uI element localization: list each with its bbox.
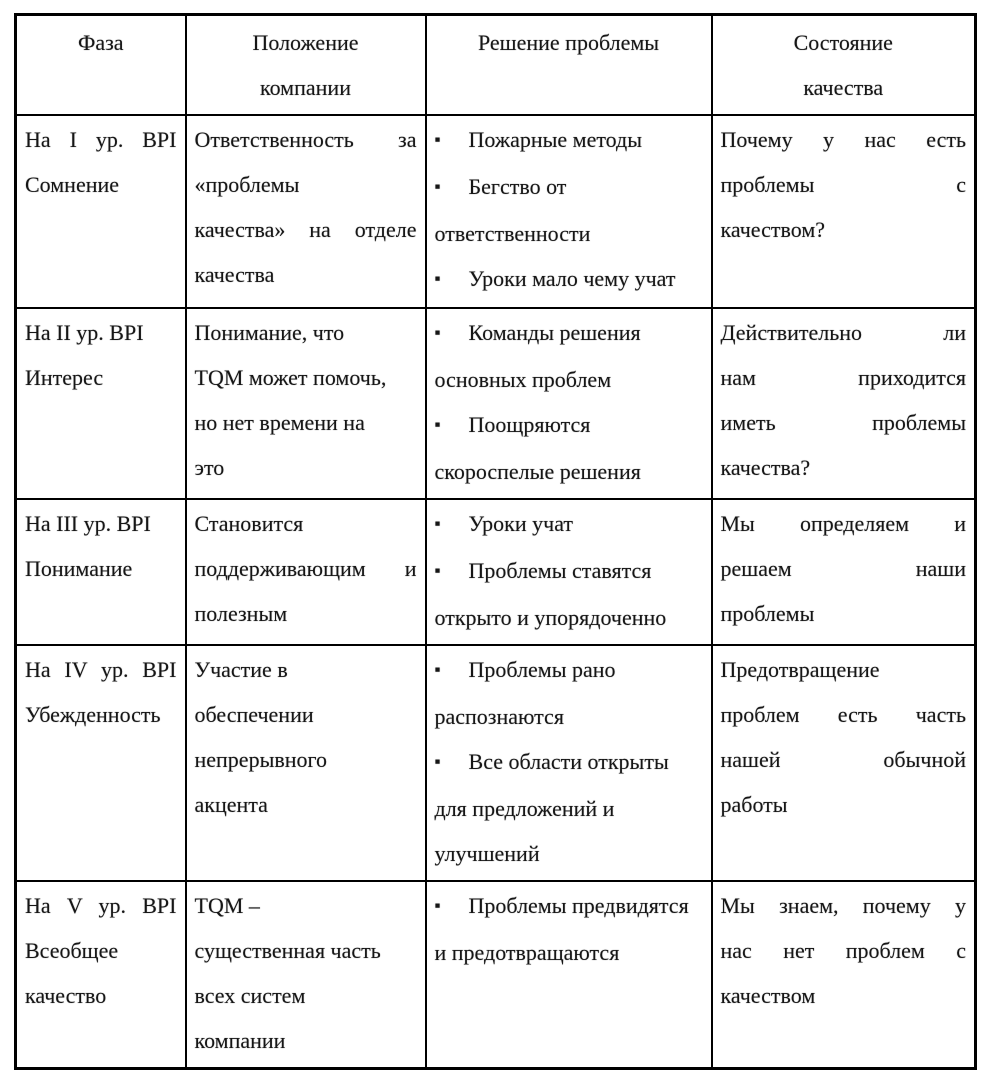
bullet-item: [435, 647, 703, 739]
text-line: иметь проблемы: [720, 410, 966, 435]
text-line: Убежденность: [25, 702, 161, 727]
text-line: Участие в: [194, 657, 288, 682]
text-line: качества?: [720, 455, 811, 480]
text-line: нас нет проблем с: [720, 938, 966, 963]
text-line: качества: [803, 75, 884, 100]
text-line: «проблемы: [194, 172, 300, 197]
bullet-item: [435, 739, 703, 876]
company-position-cell: [186, 115, 426, 308]
text-line: Состояние: [793, 30, 893, 55]
column-header-company-position: [186, 15, 426, 116]
text-line: компании: [260, 75, 351, 100]
phase-cell: [16, 115, 186, 308]
text-line: Мы определяем и: [720, 511, 966, 536]
text-line: открыто и упорядоченно: [434, 605, 667, 630]
text-line: Становится: [194, 511, 304, 536]
text-line: распознаются: [434, 704, 564, 729]
text-line: На I ур. BPI: [25, 127, 177, 152]
text-line: ▪ Проблемы предвидятся: [435, 883, 703, 930]
bullet-item: [435, 883, 703, 975]
text-line: ▪ Уроки мало чему учат: [435, 256, 703, 303]
text-line: и предотвращаются: [434, 940, 620, 965]
text-line: но нет времени на: [194, 410, 365, 435]
quality-state-cell: [712, 308, 976, 499]
company-position-cell: [186, 645, 426, 881]
text-line: проблемы: [720, 601, 815, 626]
text-line: ▪ Бегство от: [435, 164, 703, 211]
table-body: [16, 115, 976, 1069]
text-line: На II ур. BPI: [25, 320, 144, 345]
text-line: TQM –: [194, 893, 260, 918]
phase-cell: [16, 881, 186, 1069]
problem-solving-cell: [426, 881, 712, 1069]
text-line: скороспелые решения: [434, 459, 641, 484]
text-line: ▪ Пожарные методы: [435, 117, 703, 164]
text-line: На V ур. BPI: [25, 893, 177, 918]
text-line: существенная часть: [194, 938, 381, 963]
table-header: [16, 15, 976, 116]
company-position-cell: [186, 308, 426, 499]
bullet-item: [435, 501, 703, 548]
column-header-quality-state: [712, 15, 976, 116]
text-line: полезным: [194, 601, 288, 626]
phase-cell: [16, 645, 186, 881]
text-line: компании: [194, 1028, 286, 1053]
table-row: [16, 499, 976, 645]
text-line: нашей обычной: [720, 747, 966, 772]
text-line: Мы знаем, почему у: [720, 893, 966, 918]
text-line: нам приходится: [720, 365, 966, 390]
phase-cell: [16, 499, 186, 645]
text-line: качества» на отделе: [194, 217, 417, 242]
text-line: Положение: [252, 30, 359, 55]
text-line: основных проблем: [434, 367, 612, 392]
text-line: Ответственность за: [194, 127, 417, 152]
text-line: ▪ Уроки учат: [435, 501, 703, 548]
problem-solving-cell: [426, 499, 712, 645]
text-line: ▪ Проблемы ставятся: [435, 548, 703, 595]
text-line: ответственности: [434, 221, 591, 246]
text-line: Действительно ли: [720, 320, 966, 345]
bullet-item: [435, 164, 703, 256]
text-line: ▪ Проблемы рано: [435, 647, 703, 694]
text-line: работы: [720, 792, 788, 817]
text-line: Предотвращение: [720, 657, 880, 682]
text-line: качеством?: [720, 217, 825, 242]
phase-cell: [16, 308, 186, 499]
text-line: всех систем: [194, 983, 306, 1008]
column-header-problem-solving: [426, 15, 712, 116]
header-row: [16, 15, 976, 116]
text-line: для предложений и: [434, 796, 615, 821]
text-line: Решение проблемы: [477, 30, 660, 55]
text-line: Понимание, что: [194, 320, 345, 345]
text-line: ▪ Все области открыты: [435, 739, 703, 786]
text-line: качество: [25, 983, 107, 1008]
text-line: На IV ур. BPI: [25, 657, 177, 682]
text-line: TQM может помочь,: [194, 365, 387, 390]
text-line: Почему у нас есть: [720, 127, 966, 152]
text-line: ▪ Поощряются: [435, 402, 703, 449]
text-line: это: [194, 455, 225, 480]
bullet-item: [435, 548, 703, 640]
text-line: акцента: [194, 792, 268, 817]
text-line: непрерывного: [194, 747, 327, 772]
table-row: [16, 115, 976, 308]
problem-solving-cell: [426, 115, 712, 308]
text-line: Всеобщее: [25, 938, 119, 963]
quality-state-cell: [712, 115, 976, 308]
quality-state-cell: [712, 499, 976, 645]
text-line: решаем наши: [720, 556, 966, 581]
text-line: Сомнение: [25, 172, 120, 197]
problem-solving-cell: [426, 308, 712, 499]
quality-phases-table: [14, 13, 977, 1070]
company-position-cell: [186, 881, 426, 1069]
company-position-cell: [186, 499, 426, 645]
problem-solving-cell: [426, 645, 712, 881]
text-line: На III ур. BPI: [25, 511, 151, 536]
text-line: качества: [194, 262, 275, 287]
text-line: поддерживающим и: [194, 556, 417, 581]
text-line: качеством: [720, 983, 816, 1008]
bullet-item: [435, 310, 703, 402]
bullet-item: [435, 117, 703, 164]
text-line: Интерес: [25, 365, 104, 390]
text-line: проблемы с: [720, 172, 966, 197]
quality-state-cell: [712, 881, 976, 1069]
text-line: ▪ Команды решения: [435, 310, 703, 357]
column-header-phase: [16, 15, 186, 116]
text-line: обеспечении: [194, 702, 314, 727]
text-line: улучшений: [434, 841, 540, 866]
table-row: [16, 645, 976, 881]
table-row: [16, 881, 976, 1069]
text-line: Фаза: [77, 30, 124, 55]
text-line: Понимание: [25, 556, 133, 581]
table-row: [16, 308, 976, 499]
bullet-item: [435, 256, 703, 303]
bullet-item: [435, 402, 703, 494]
quality-state-cell: [712, 645, 976, 881]
text-line: проблем есть часть: [720, 702, 966, 727]
